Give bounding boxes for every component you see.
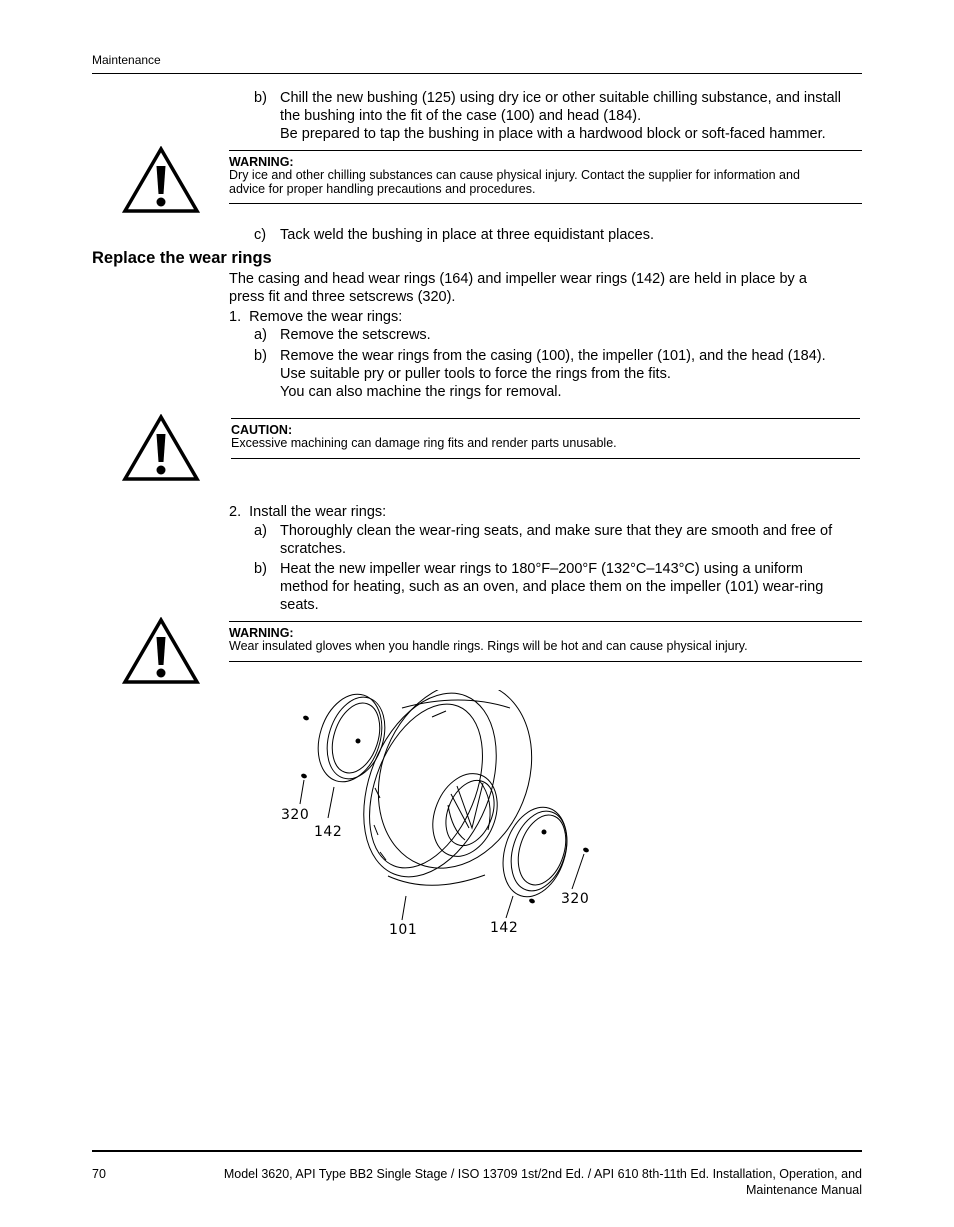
footer-rule <box>92 1150 862 1152</box>
wear-ring-right <box>492 799 577 905</box>
leader-142-right <box>506 896 513 918</box>
footer-title-line-1: Model 3620, API Type BB2 Single Stage / ISO 13709 1st/2nd Ed. / API 610 8th-11th Ed. Installation, Operation, and <box>223 1167 862 1181</box>
caution-bottom-rule <box>231 458 860 459</box>
warning-top-rule <box>229 150 862 151</box>
warning2-top-rule <box>229 621 862 622</box>
step-2a-line-2: scratches. <box>280 541 347 557</box>
warning-triangle-icon <box>122 617 200 685</box>
step-1b-line-1: Remove the wear rings from the casing (100), the impeller (101), and the head (184). <box>280 348 826 364</box>
step-2-heading: 2. Install the wear rings: <box>229 504 387 520</box>
impeller-eye <box>421 764 509 866</box>
step-b-line-2: the bushing into the fit of the case (100) and head (184). <box>280 108 642 124</box>
wear-ring-exploded-illustration <box>270 690 610 950</box>
warning-triangle-icon <box>122 146 200 214</box>
step-b-letter: b) <box>254 90 267 106</box>
warning2-bottom-rule <box>229 661 862 662</box>
impeller-drawing <box>338 690 558 896</box>
step-2b-letter: b) <box>254 561 267 577</box>
step-1a-letter: a) <box>254 327 267 343</box>
impeller-back-shroud <box>351 690 558 891</box>
header-rule <box>92 73 862 74</box>
step-1b-letter: b) <box>254 348 267 364</box>
setscrew-hole-left <box>356 739 361 744</box>
step-2a-line-1: Thoroughly clean the wear-ring seats, and make sure that they are smooth and free of <box>280 523 833 539</box>
step-c-text: Tack weld the bushing in place at three equidistant places. <box>280 227 655 243</box>
step-2b-line-1: Heat the new impeller wear rings to 180°F–200°F (132°C–143°C) using a uniform <box>280 561 803 577</box>
step-2a-letter: a) <box>254 523 267 539</box>
leader-320-right <box>572 854 584 889</box>
callout-ring-right: 142 <box>490 920 519 936</box>
step-2b-line-2: method for heating, such as an oven, and place them on the impeller (101) wear-ring <box>280 579 824 595</box>
impeller-front-shroud <box>338 690 521 896</box>
callout-setscrew-left: 320 <box>281 807 310 823</box>
step-b-line-1: Chill the new bushing (125) using dry ice or other suitable chilling substance, and install <box>280 90 841 106</box>
step-2b-line-3: seats. <box>280 597 319 613</box>
section-heading: Replace the wear rings <box>92 249 272 267</box>
callout-ring-left: 142 <box>314 824 343 840</box>
footer-title-line-2: Maintenance Manual <box>745 1183 862 1197</box>
warning-text-line-2: advice for proper handling precautions and procedures. <box>229 182 536 196</box>
setscrew-right-lower <box>528 898 535 905</box>
leader-101 <box>402 896 406 920</box>
caution-title: CAUTION: <box>231 423 293 437</box>
wear-ring-left <box>308 690 395 790</box>
callout-setscrew-right: 320 <box>561 891 590 907</box>
caution-text: Excessive machining can damage ring fits and render parts unusable. <box>231 436 617 450</box>
setscrew-hole-right <box>542 830 547 835</box>
setscrew-left-lower <box>300 773 307 780</box>
step-b-line-3: Be prepared to tap the bushing in place with a hardwood block or soft-faced hammer. <box>280 126 826 142</box>
warning2-title: WARNING: <box>229 626 294 640</box>
warning-bottom-rule <box>229 203 862 204</box>
setscrew-right-upper <box>582 847 589 854</box>
setscrew-left-upper <box>302 715 309 722</box>
step-1b-line-2: Use suitable pry or puller tools to force the rings from the fits. <box>280 366 671 382</box>
step-c-letter: c) <box>254 227 267 243</box>
leader-142-left <box>328 787 334 818</box>
step-1b-line-3: You can also machine the rings for removal. <box>280 384 562 400</box>
warning-title: WARNING: <box>229 155 294 169</box>
caution-triangle-icon <box>122 414 200 482</box>
callout-impeller: 101 <box>389 922 418 938</box>
step-1-heading: 1. Remove the wear rings: <box>229 309 403 325</box>
leader-320-left <box>300 780 304 804</box>
caution-top-rule <box>231 418 860 419</box>
page-number: 70 <box>92 1167 106 1181</box>
warning-text-line-1: Dry ice and other chilling substances can cause physical injury. Contact the supplier for information and <box>229 168 800 182</box>
running-header: Maintenance <box>92 53 161 67</box>
warning2-text: Wear insulated gloves when you handle rings. Rings will be hot and can cause physical injury. <box>229 639 748 653</box>
intro-line-2: press fit and three setscrews (320). <box>229 289 456 305</box>
step-1a-text: Remove the setscrews. <box>280 327 431 343</box>
intro-line-1: The casing and head wear rings (164) and impeller wear rings (142) are held in place by a <box>229 271 807 287</box>
